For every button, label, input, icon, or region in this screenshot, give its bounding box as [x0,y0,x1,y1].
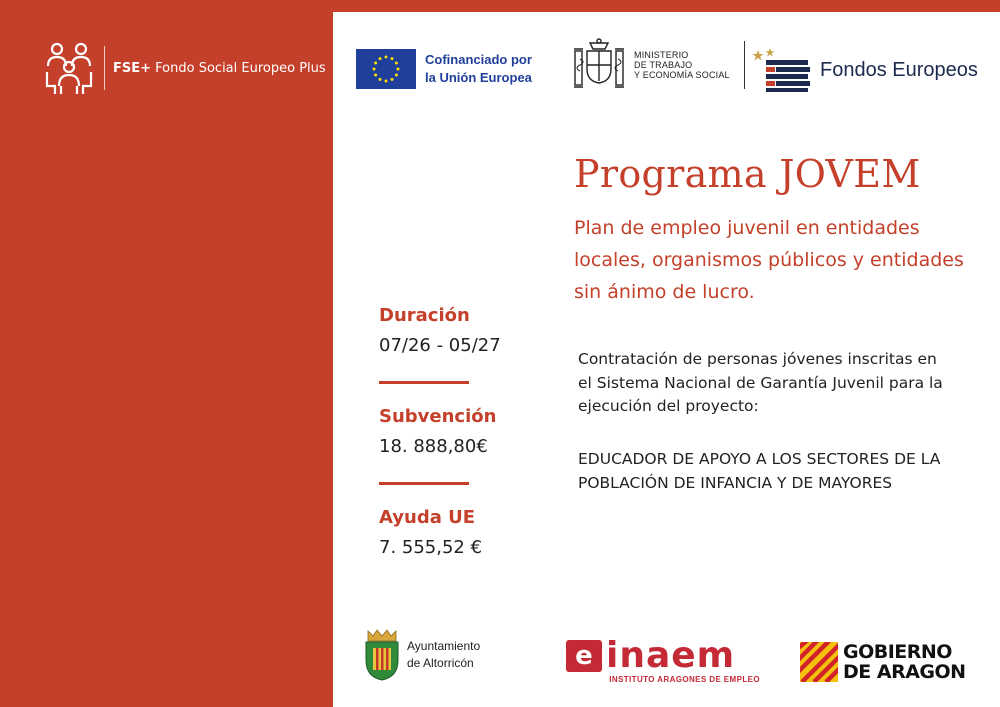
inaem-fullname: INSTITUTO ARAGONES DE EMPLEO [609,675,760,684]
fse-label: FSE+ Fondo Social Europeo Plus [113,60,326,76]
eu-star [385,56,388,59]
program-description: Contratación de personas jóvenes inscritas en el Sistema Nacional de Garantía Juvenil para la ejecución del proyecto: [578,350,943,415]
fondos-europeos-logo [752,48,978,92]
fse-divider [104,46,105,90]
left-color-panel [0,0,333,707]
municipal-shield-icon [362,628,402,682]
royal-coat-of-arms-icon [572,37,626,93]
top-color-band [333,0,1000,12]
eu-star [397,68,400,71]
ministry-divider [744,41,745,89]
eu-star [395,74,398,77]
eu-star [373,68,376,71]
eu-star [385,80,388,83]
eu-aid-label: Ayuda UE [379,507,476,528]
eu-star [391,78,394,81]
subsidy-label: Subvención [379,406,497,427]
duration-label: Duración [379,305,470,326]
ministry-name: MINISTERIO DE TRABAJO Y ECONOMÍA SOCIAL [634,50,730,80]
inaem-wordmark: inaem [606,635,736,676]
program-facts [379,305,501,567]
project-name: EDUCADOR DE APOYO A LOS SECTORES DE LA POBLACIÓN DE INFANCIA Y DE MAYORES [578,450,941,492]
eu-star [374,62,377,65]
duration-value: 07/26 - 05/27 [379,335,501,356]
program-title: Programa JOVEM [574,152,921,196]
eu-aid-value: 7. 555,52 € [379,537,483,558]
people-group-icon [44,40,94,96]
fse-logo [44,40,326,96]
ayuntamiento-logo [362,628,507,682]
fact-divider [379,482,469,485]
program-subtitle: Plan de empleo juvenil en entidades locales, organismos públicos y entidades sin ánimo de lucro. [574,217,964,303]
eu-cofunding-logo [356,49,555,89]
ayuntamiento-name: Ayuntamiento de Altorricón [407,639,481,670]
eu-star [395,62,398,65]
ministry-logo [572,37,745,93]
eu-cofunding-text: Cofinanciado por la Unión Europea [425,52,532,85]
inaem-e-mark: e [566,640,602,672]
eu-star [374,74,377,77]
eu-star [379,57,382,60]
fondos-europeos-label: Fondos Europeos [820,58,978,81]
aragon-flag-icon [800,642,838,682]
gobierno-aragon-name: GOBIERNO DE ARAGON [843,641,966,683]
subsidy-value: 18. 888,80€ [379,436,488,457]
eu-flag-icon [356,49,416,89]
gobierno-aragon-logo [800,642,966,682]
eu-star [391,57,394,60]
eu-star [379,78,382,81]
fact-divider [379,381,469,384]
inaem-logo [566,635,760,684]
fondos-europeos-logo-icon [752,48,812,92]
